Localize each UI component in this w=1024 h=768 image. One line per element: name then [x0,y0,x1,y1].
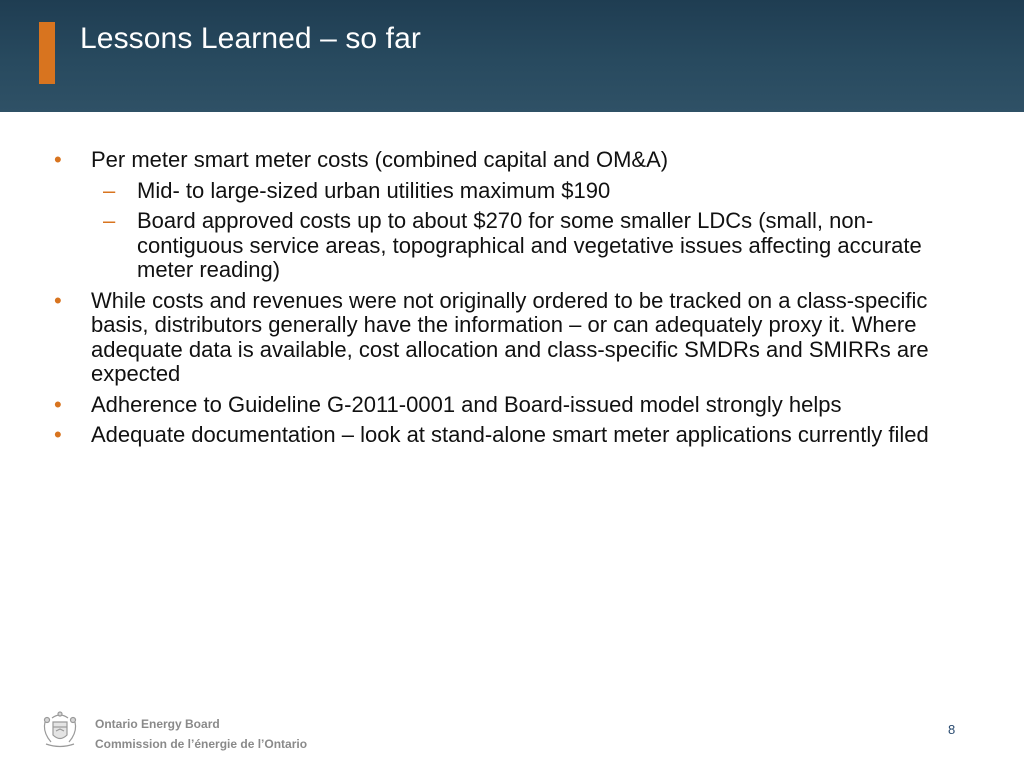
slide-footer [0,700,1024,768]
bullet-item [54,422,941,448]
bullet-marker: • [54,422,62,447]
sub-bullet-marker: – [103,177,116,203]
org-name-english: Ontario Energy Board [95,717,220,731]
bullet-text: Adherence to Guideline G-2011-0001 and Board-issued model strongly helps [91,391,842,417]
sub-bullet-item [103,208,942,283]
page-number: 8 [948,722,956,737]
bullet-item [54,287,941,387]
bullet-marker: • [54,391,62,417]
slide-title: Lessons Learned – so far [80,22,421,55]
sub-bullet-marker: – [103,208,116,233]
bullet-text: While costs and revenues were not originally ordered to be tracked on a class-specific basis, distributors generally have the information – or can adequately proxy it. Where adequate data is available, cost allocation and class-specific SMDRs and SMIRRs are expected [91,287,929,386]
bullet-marker: • [54,287,62,313]
bullet-marker: • [54,147,62,172]
bullet-text: Adequate documentation – look at stand-alone smart meter applications currently filed [91,422,929,447]
ontario-crest-icon [40,708,80,752]
slide-header [0,0,1024,112]
org-name-french: Commission de l’énergie de l’Ontario [95,737,308,751]
organization-name [95,714,307,754]
bullet-text: Per meter smart meter costs (combined capital and OM&A) [91,147,669,172]
accent-bar [39,22,55,84]
bullet-item [54,147,941,173]
slide-body [0,148,1024,454]
bullet-item [54,391,941,418]
sub-bullet-text: Mid- to large-sized urban utilities maximum $190 [137,177,611,203]
sub-bullet-item [103,177,942,204]
sub-bullet-text: Board approved costs up to about $270 for some smaller LDCs (small, non-contiguous service areas, topographical and vegetative issues affecting accurate meter reading) [137,208,922,282]
